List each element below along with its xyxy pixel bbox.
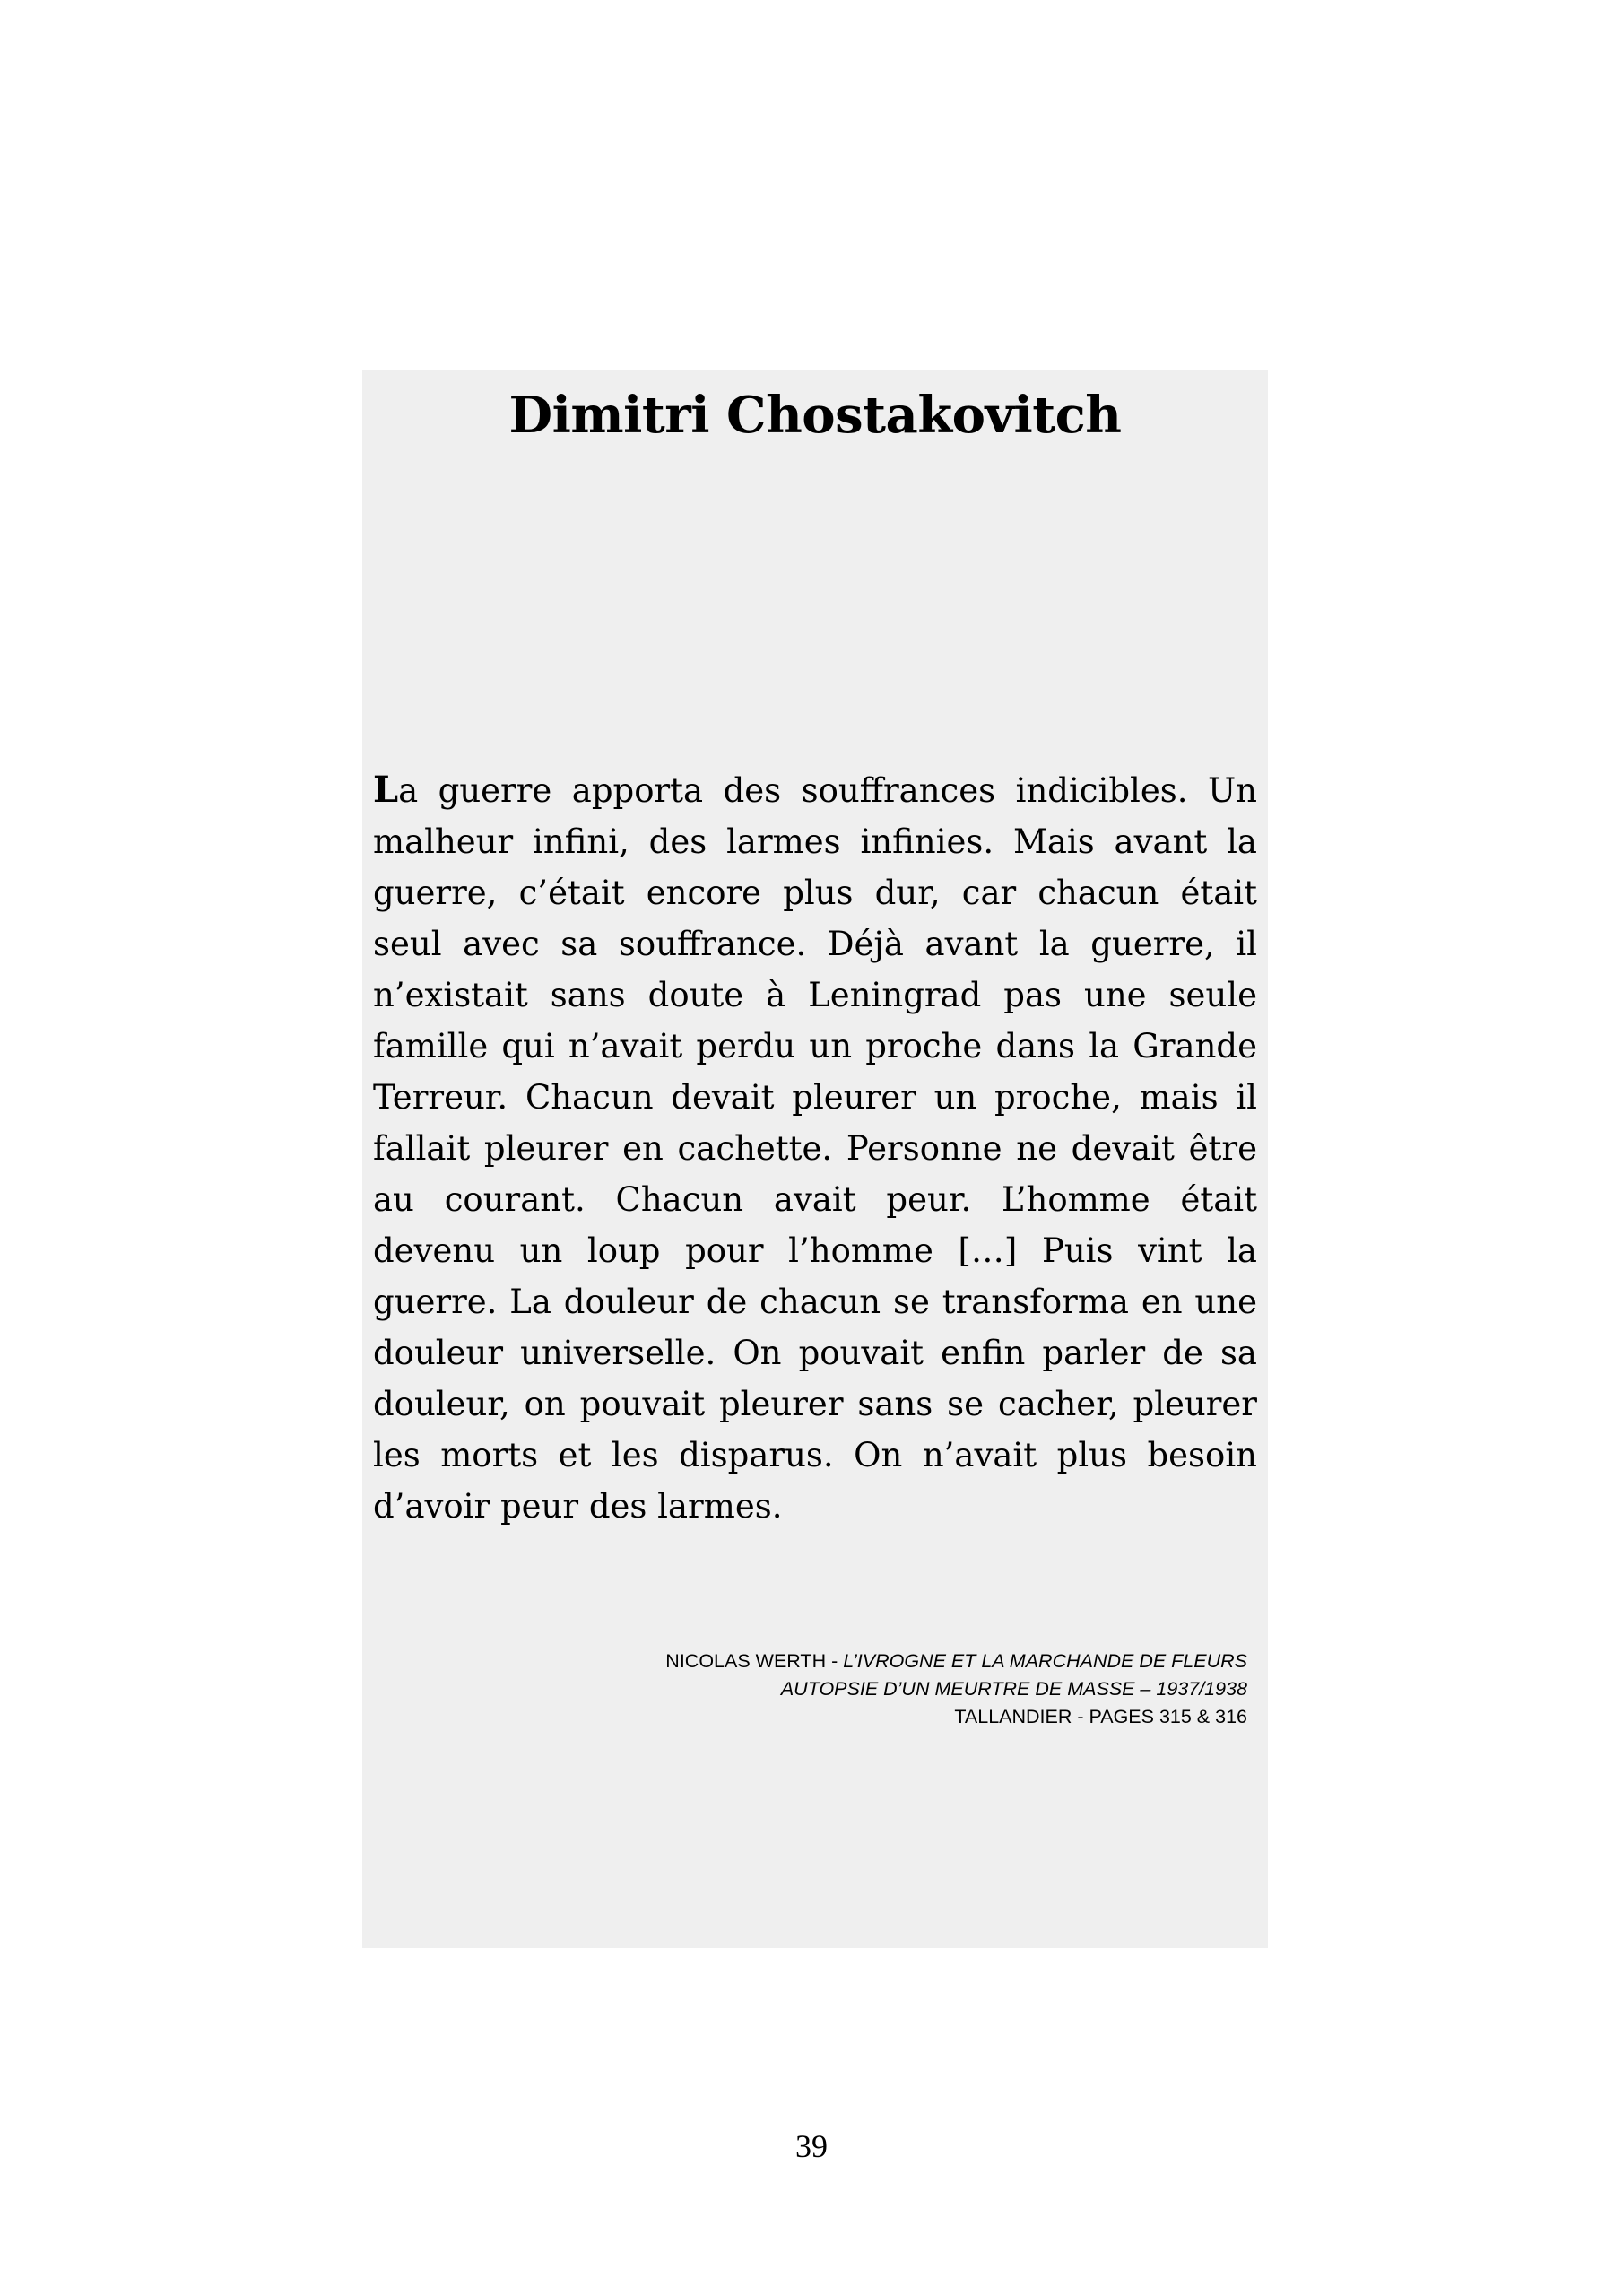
attribution-block bbox=[367, 1648, 1263, 1731]
attribution-line-1 bbox=[383, 1648, 1247, 1675]
body-paragraph-text: a guerre apporta des souffrances indicibles. Un malheur infini, des larmes infinies. Mais avant la guerre, c’était encore plus dur, car chacun était seul avec sa souffrance. Déjà avant la guerre, il n’existait sans doute à Leningrad pas une seule famille qui n’avait perdu un proche dans la Grande Terreur. Chacun devait pleurer un proche, mais il fallait pleurer en cachette. Personne ne devait être au courant. Chacun avait peur. L’homme était devenu un loup pour l’homme […] Puis vint la guerre. La douleur de chacun se transforma en une douleur universelle. On pouvait enfin parler de sa douleur, on pouvait pleurer sans se cacher, pleurer les morts et les disparus. On n’avait plus besoin d’avoir peur des larmes. bbox=[373, 771, 1257, 1526]
page-number: 39 bbox=[795, 2128, 828, 2164]
attribution-work-line-1: L’IVROGNE ET LA MARCHANDE DE FLEURS bbox=[843, 1650, 1247, 1672]
page-title: Dimitri Chostakovitch bbox=[508, 386, 1122, 445]
attribution-author: NICOLAS WERTH - bbox=[665, 1650, 844, 1672]
content-panel bbox=[362, 370, 1268, 1948]
attribution-publisher: TALLANDIER - PAGES 315 & 316 bbox=[954, 1706, 1247, 1727]
drop-cap: L bbox=[373, 769, 399, 811]
attribution-work-line-2: AUTOPSIE D’UN MEURTRE DE MASSE – 1937/1938 bbox=[780, 1678, 1247, 1700]
body-paragraph bbox=[367, 764, 1263, 1532]
